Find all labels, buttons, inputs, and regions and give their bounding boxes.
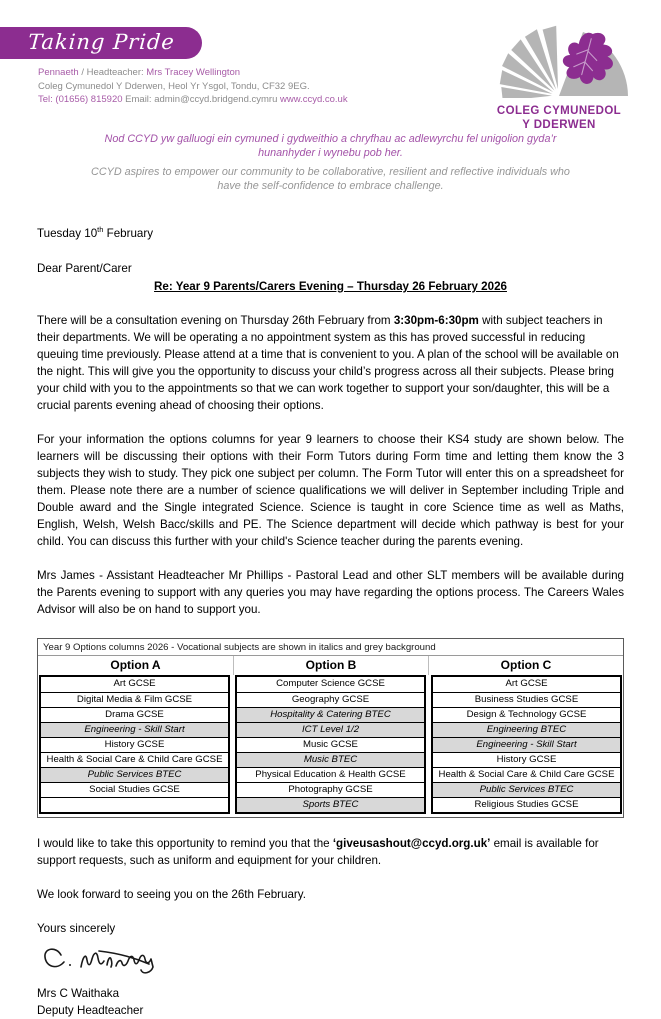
contact-details-line xyxy=(38,93,348,107)
table-caption: Year 9 Options columns 2026 - Vocational subjects are shown in italics and grey background xyxy=(38,639,623,656)
para1-pre: There will be a consultation evening on Thursday 26th February from xyxy=(37,313,394,327)
email-address: Email: admin@ccyd.bridgend.cymru xyxy=(122,94,280,105)
subject-cell: Music BTEC xyxy=(237,752,424,767)
motto-english: CCYD aspires to empower our community to be collaborative, resilient and reflective individuals who have the self-confidence to embrace challenge. xyxy=(91,166,570,192)
header-option-b: Option B xyxy=(233,656,428,675)
header-option-c: Option C xyxy=(428,656,623,675)
subject-cell: Design & Technology GCSE xyxy=(433,707,620,722)
subject-cell: Physical Education & Health GCSE xyxy=(237,767,424,782)
subject-cell: Computer Science GCSE xyxy=(276,677,385,689)
logo-line1: COLEG CYMUNEDOL xyxy=(496,105,622,117)
subject-cell: Music GCSE xyxy=(237,737,424,752)
phone-number: Tel: (01656) 815920 xyxy=(38,94,123,105)
subject-cell: Health & Social Care & Child Care GCSE xyxy=(433,767,620,782)
subject-cell: Digital Media & Film GCSE xyxy=(41,692,228,707)
contact-block xyxy=(38,66,348,107)
subject-cell: Religious Studies GCSE xyxy=(433,797,620,812)
date-month: February xyxy=(103,226,154,240)
website-url: www.ccyd.co.uk xyxy=(280,94,348,105)
subject-cell: Hospitality & Catering BTEC xyxy=(237,707,424,722)
signoff: Yours sincerely xyxy=(37,921,116,935)
paragraph-support-email xyxy=(37,835,624,869)
subject-cell: Drama GCSE xyxy=(41,707,228,722)
paragraph-staff-support: Mrs James - Assistant Headteacher Mr Phillips - Pastoral Lead and other SLT members will be available during the Parents evening to support with any queries you may have regarding the options process. The Careers Wales Advisor will also be on hand to support you. xyxy=(37,568,624,616)
table-body xyxy=(38,675,623,814)
logo-text xyxy=(475,104,643,132)
subject-cell: Public Services BTEC xyxy=(433,782,620,797)
para4-post: email is available for support requests, such as uniform and equipment for your children. xyxy=(37,836,599,867)
motto-welsh: Nod CCYD yw galluogi ein cymuned i gydweithio a chryfhau ac adlewyrchu fel unigolion gyda’r hunanhyder i wynebu pob her. xyxy=(104,133,557,159)
date-main: Tuesday 10 xyxy=(37,226,98,240)
event-time: 3:30pm-6:30pm xyxy=(393,313,479,327)
signer-role: Deputy Headteacher xyxy=(37,1003,144,1017)
subject-cell: Art GCSE xyxy=(505,677,548,689)
subject-cell: Engineering - Skill Start xyxy=(433,737,620,752)
paragraph-look-forward: We look forward to seeing you on the 26th February. xyxy=(37,887,306,901)
letter-date xyxy=(37,221,624,242)
signature-block xyxy=(37,943,624,1019)
paragraph-options-info: For your information the options columns for year 9 learners to choose their KS4 study are shown below. The learners will be discussing their options with their Form Tutors during Form time and letting them know the 3 subjects they wish to study. They pick one subject per column. The Form Tutor will enter this on a spreadsheet for them. Please note there are a number of science qualifications we will deliver in September including Triple and Double award and the Single integrated Science. Science is taught in core Science time as well as Maths, English, Welsh, Welsh Bacc/skills and PE. The Science department will decide which pathway is best for your child. You can discuss this further with your child's Science teacher during the parents evening. xyxy=(37,432,624,548)
support-email: ‘giveusashout@ccyd.org.uk’ xyxy=(332,836,491,850)
para1-post: with subject teachers in their departments. We will be operating a no appointment system as this has proved successful in reducing queuing time previously. Please attend at a time that is convenient to you. A plan of the school will be available on the night. This will give you the opportunity to discuss your child’s progress across all their subjects. Please bring your child with you to the appointments so that we can work together to support your son/daughter, this will be a crucial parents evening ahead of choosing their options. xyxy=(37,313,619,412)
option-b-column xyxy=(235,675,426,814)
letter-closing xyxy=(0,835,661,1019)
headteacher-line xyxy=(38,66,348,80)
subject-cell: ICT Level 1/2 xyxy=(237,722,424,737)
headteacher-name: Mrs Tracey Wellington xyxy=(146,67,241,78)
handwritten-signature xyxy=(39,943,189,981)
subject-cell: Geography GCSE xyxy=(237,692,424,707)
subject-cell: Public Services BTEC xyxy=(41,767,228,782)
subject-cell: History GCSE xyxy=(41,737,228,752)
subject-cell: Art GCSE xyxy=(113,677,156,689)
headteacher-label: / Headteacher: xyxy=(78,67,147,78)
paragraph-consultation xyxy=(37,312,624,414)
para4-pre: I would like to take this opportunity to remind you that the xyxy=(37,836,333,850)
salutation: Dear Parent/Carer xyxy=(37,261,132,275)
subject-cell: Sports BTEC xyxy=(237,797,424,812)
subject-line: Re: Year 9 Parents/Carers Evening – Thursday 26 February 2026 xyxy=(154,279,507,293)
subject-cell: Business Studies GCSE xyxy=(433,692,620,707)
table-header-row xyxy=(38,656,623,675)
banner-text: Taking Pride xyxy=(26,29,176,54)
pennaeth-label: Pennaeth xyxy=(38,67,79,78)
option-a-column xyxy=(39,675,230,814)
subject-cell-empty xyxy=(41,797,228,812)
subject-cell: Engineering BTEC xyxy=(433,722,620,737)
subject-cell: History GCSE xyxy=(433,752,620,767)
letter-body xyxy=(0,221,661,618)
header-option-a: Option A xyxy=(110,657,161,672)
subject-cell: Engineering - Skill Start xyxy=(41,722,228,737)
school-logo xyxy=(475,12,643,132)
school-address: Coleg Cymunedol Y Dderwen, Heol Yr Ysgol, Tondu, CF32 9EG. xyxy=(38,80,310,92)
taking-pride-banner xyxy=(0,27,202,59)
letterhead xyxy=(0,0,661,131)
option-c-column xyxy=(431,675,622,814)
school-motto xyxy=(0,132,661,193)
signer-name: Mrs C Waithaka xyxy=(37,986,120,1000)
subject-cell: Health & Social Care & Child Care GCSE xyxy=(41,752,228,767)
subject-cell: Photography GCSE xyxy=(237,782,424,797)
options-table xyxy=(37,638,624,818)
logo-line2: Y DDERWEN xyxy=(522,119,596,131)
subject-cell: Social Studies GCSE xyxy=(41,782,228,797)
fan-oak-leaf-icon xyxy=(479,12,639,98)
date-ordinal: th xyxy=(97,225,104,234)
